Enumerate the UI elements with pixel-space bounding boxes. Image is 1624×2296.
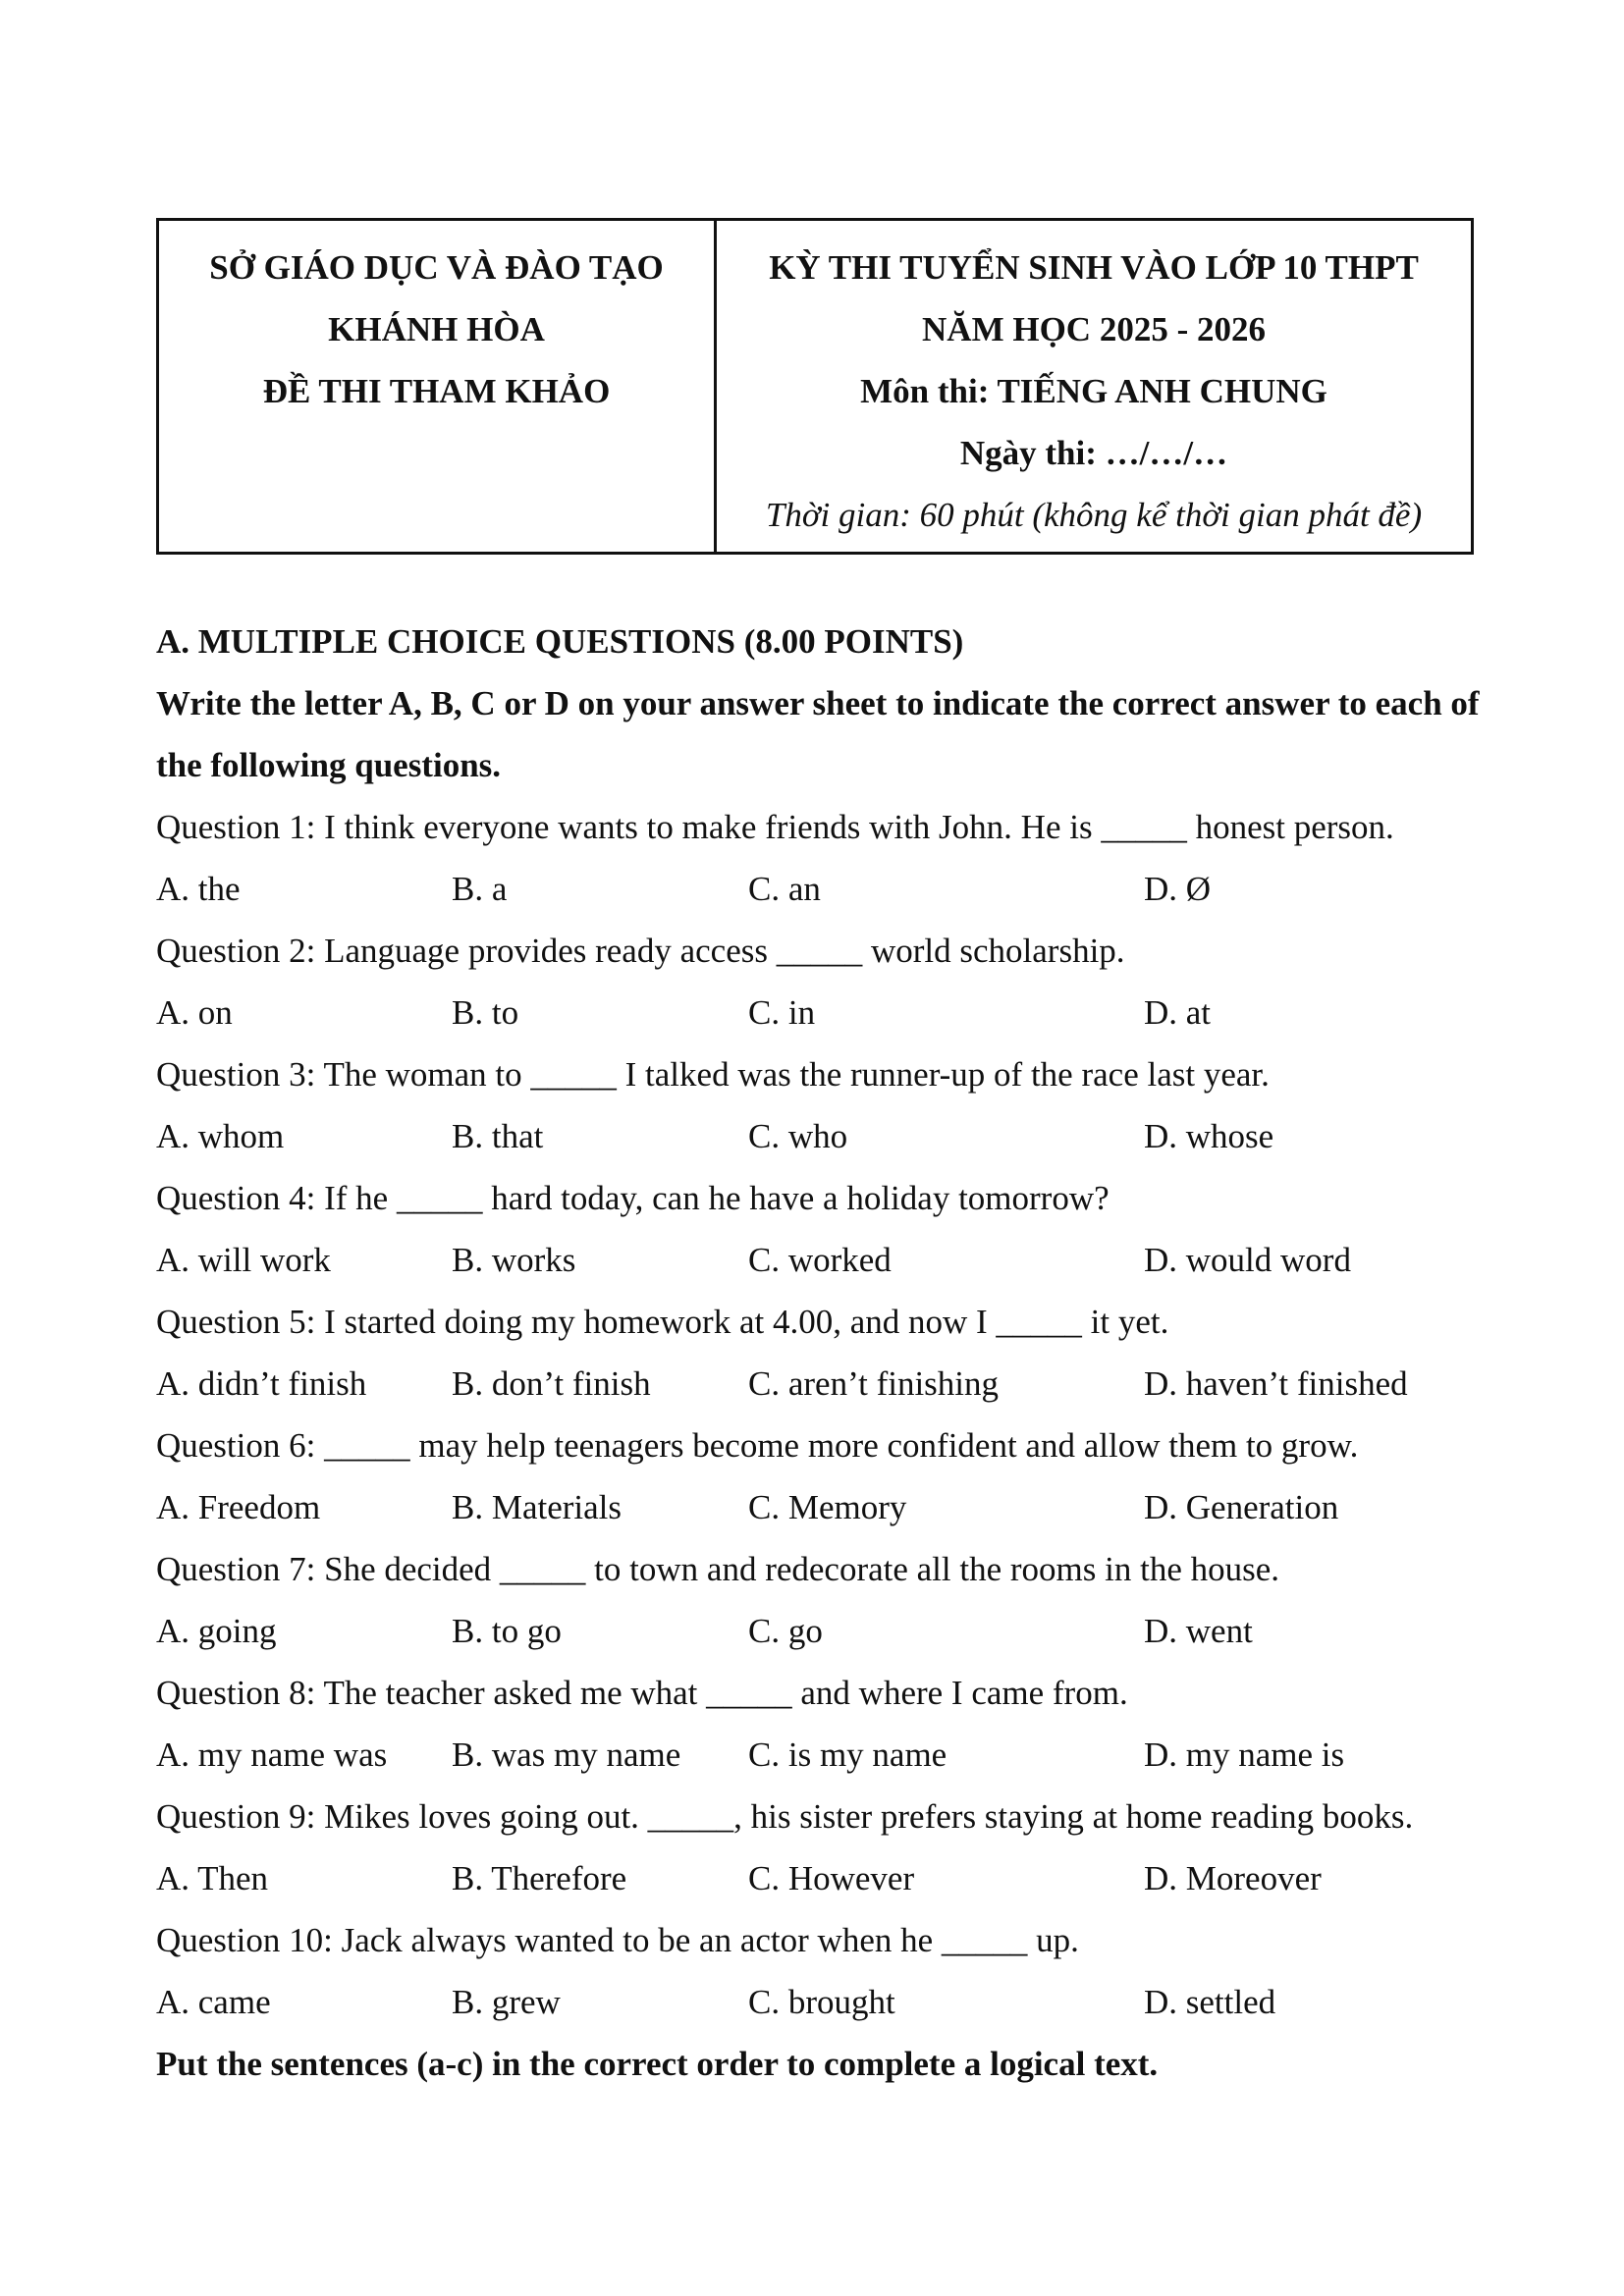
answer-option-d: D. whose — [1144, 1117, 1274, 1155]
answer-option-a: A. my name was — [156, 1735, 388, 1774]
question-10-options — [156, 1971, 1482, 2033]
question-7-options — [156, 1600, 1482, 1662]
question-3-options — [156, 1105, 1482, 1167]
question-8-options — [156, 1724, 1482, 1786]
answer-option-b: B. to — [452, 993, 519, 1032]
question-2-options — [156, 982, 1482, 1043]
answer-option-a: A. whom — [156, 1117, 285, 1155]
answer-option-c: C. go — [748, 1612, 823, 1650]
answer-option-c: C. who — [748, 1117, 848, 1155]
question-6-options — [156, 1476, 1482, 1538]
answer-option-b: B. was my name — [452, 1735, 681, 1774]
answer-option-b: B. Therefore — [452, 1859, 627, 1897]
exam-type: ĐỀ THI THAM KHẢO — [262, 372, 611, 410]
time-note: Thời gian: 60 phút (không kể thời gian phát đề) — [765, 496, 1423, 534]
question-list — [156, 796, 1482, 2033]
question-10: Question 10: Jack always wanted to be an actor when he _____ up. — [156, 1921, 1079, 1959]
answer-option-d: D. haven’t finished — [1144, 1364, 1408, 1403]
answer-option-c: C. However — [748, 1859, 915, 1897]
answer-option-a: A. the — [156, 870, 241, 908]
answer-option-b: B. that — [452, 1117, 544, 1155]
answer-option-d: D. Generation — [1144, 1488, 1339, 1526]
answer-option-d: D. went — [1144, 1612, 1253, 1650]
question-9-options — [156, 1847, 1482, 1909]
answer-option-c: C. Memory — [748, 1488, 907, 1526]
answer-option-d: D. settled — [1144, 1983, 1276, 2021]
answer-option-c: C. aren’t finishing — [748, 1364, 1000, 1403]
answer-option-a: A. Freedom — [156, 1488, 321, 1526]
question-1: Question 1: I think everyone wants to make friends with John. He is _____ honest person. — [156, 808, 1394, 846]
section-instruction: Write the letter A, B, C or D on your answer sheet to indicate the correct answer to each of the following questions. — [156, 684, 1480, 784]
answer-option-b: B. don’t finish — [452, 1364, 651, 1403]
answer-option-c: C. is my name — [748, 1735, 947, 1774]
exam-header-table — [156, 218, 1474, 555]
question-5: Question 5: I started doing my homework at 4.00, and now I _____ it yet. — [156, 1303, 1169, 1341]
question-1-options — [156, 858, 1482, 920]
header-right-cell — [717, 221, 1471, 552]
question-3: Question 3: The woman to _____ I talked was the runner-up of the race last year. — [156, 1055, 1270, 1094]
question-4: Question 4: If he _____ hard today, can he have a holiday tomorrow? — [156, 1179, 1110, 1217]
answer-option-b: B. to go — [452, 1612, 562, 1650]
exam-title: KỲ THI TUYỂN SINH VÀO LỚP 10 THPT — [769, 248, 1419, 287]
exam-date: Ngày thi: …/…/… — [959, 434, 1228, 472]
answer-option-a: A. didn’t finish — [156, 1364, 367, 1403]
answer-option-c: C. brought — [748, 1983, 895, 2021]
exam-content — [156, 611, 1482, 2095]
answer-option-b: B. works — [452, 1241, 576, 1279]
answer-option-b: B. Materials — [452, 1488, 623, 1526]
answer-option-a: A. on — [156, 993, 233, 1032]
question-9: Question 9: Mikes loves going out. _____, his sister prefers staying at home reading books. — [156, 1797, 1414, 1836]
answer-option-b: B. grew — [452, 1983, 561, 2021]
section-title: A. MULTIPLE CHOICE QUESTIONS (8.00 POINTS) — [156, 622, 964, 661]
answer-option-d: D. would word — [1144, 1241, 1351, 1279]
question-5-options — [156, 1353, 1482, 1415]
department-name: SỞ GIÁO DỤC VÀ ĐÀO TẠO — [209, 248, 664, 287]
answer-option-b: B. a — [452, 870, 508, 908]
answer-option-d: D. at — [1144, 993, 1212, 1032]
question-2: Question 2: Language provides ready access _____ world scholarship. — [156, 932, 1125, 970]
question-4-options — [156, 1229, 1482, 1291]
question-6: Question 6: _____ may help teenagers become more confident and allow them to grow. — [156, 1426, 1359, 1465]
answer-option-c: C. in — [748, 993, 816, 1032]
school-year: NĂM HỌC 2025 - 2026 — [922, 310, 1266, 348]
question-8: Question 8: The teacher asked me what _____ and where I came from. — [156, 1674, 1128, 1712]
question-7: Question 7: She decided _____ to town and redecorate all the rooms in the house. — [156, 1550, 1280, 1588]
ordering-instruction: Put the sentences (a-c) in the correct order to complete a logical text. — [156, 2045, 1159, 2083]
answer-option-d: D. my name is — [1144, 1735, 1345, 1774]
answer-option-c: C. an — [748, 870, 821, 908]
answer-option-d: D. Ø — [1144, 870, 1212, 908]
subject: Môn thi: TIẾNG ANH CHUNG — [860, 372, 1327, 410]
header-left-cell — [159, 221, 717, 552]
answer-option-a: A. came — [156, 1983, 271, 2021]
answer-option-a: A. going — [156, 1612, 277, 1650]
answer-option-d: D. Moreover — [1144, 1859, 1322, 1897]
answer-option-c: C. worked — [748, 1241, 892, 1279]
answer-option-a: A. Then — [156, 1859, 269, 1897]
province-name: KHÁNH HÒA — [328, 310, 545, 348]
answer-option-a: A. will work — [156, 1241, 331, 1279]
